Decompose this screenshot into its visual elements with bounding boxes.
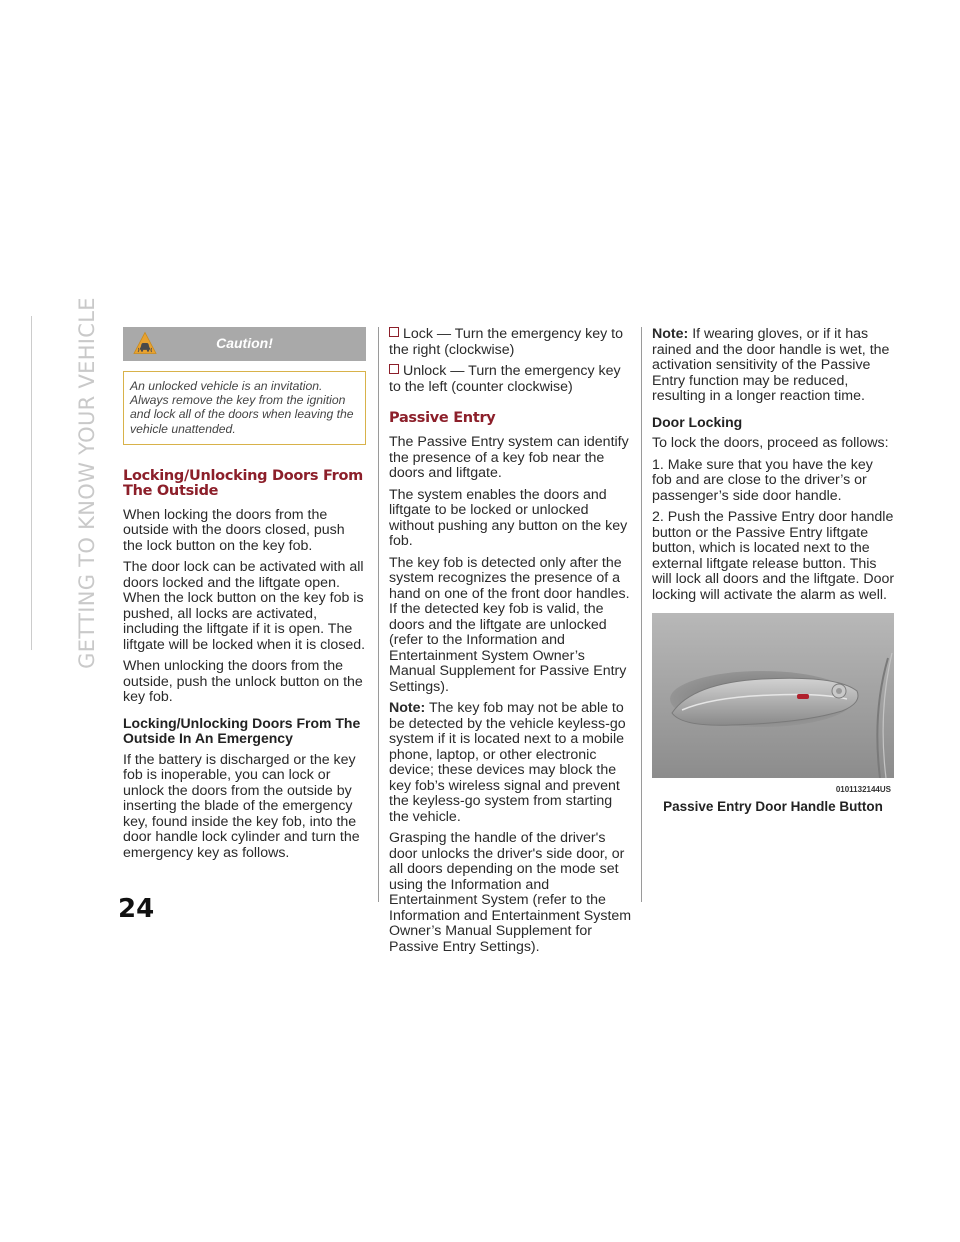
checkbox-bullet-icon [389, 364, 399, 374]
column-divider-2 [641, 327, 642, 902]
door-handle-photo [652, 613, 894, 778]
note-text: If wearing gloves, or if it has rained and the door handle is wet, the activation sensitivity of the Passive Entry function may be reduced, resulting in a longer reaction time. [652, 326, 890, 404]
heading-emergency: Locking/Unlocking Doors From The Outside In An Emergency [123, 714, 361, 747]
paragraph: When unlocking the doors from the outside, push the unlock button on the key fob. [123, 658, 363, 706]
bullet-item [389, 364, 632, 395]
page-number: 24 [118, 894, 155, 924]
heading-passive-entry: Passive Entry [389, 410, 496, 426]
paragraph: The key fob is detected only after the system recognizes the presence of a hand on one of the front door handles. If the detected key fob is valid, the doors and the liftgate are unlocked (refer to the Information and Entertainment System Owner’s Manual Supplement for Passive Entry Settings). [389, 554, 630, 695]
figure [652, 613, 894, 814]
caution-title: Caution! [216, 335, 273, 352]
bullet-text: Unlock — Turn the emergency key to the left (counter clockwise) [389, 363, 621, 395]
step-item: 2. Push the Passive Entry door handle button or the Passive Entry liftgate button, which is located next to the external liftgate release button. This will lock all doors and the liftgate. Door locking will activate the alarm as well. [652, 509, 895, 603]
bullet-item [389, 327, 632, 358]
column-2 [389, 327, 632, 961]
side-tab-label: GETTING TO KNOW YOUR VEHICLE [75, 297, 99, 669]
side-tab [72, 297, 102, 669]
paragraph: The door lock can be activated with all doors locked and the liftgate open. When the lock button on the key fob is pushed, all locks are activated, including the liftgate if it is open. The liftgate will be locked when it is closed. [123, 559, 366, 653]
bullet-text: Lock — Turn the emergency key to the right (clockwise) [389, 326, 624, 358]
column-3 [652, 327, 895, 814]
paragraph: The system enables the doors and liftgate to be locked or unlocked without pushing any button on the key fob. [389, 486, 628, 549]
figure-code: 0101132144US [835, 785, 891, 794]
column-divider-1 [378, 327, 379, 902]
paragraph: The Passive Entry system can identify the presence of a key fob near the doors and liftgate. [389, 434, 629, 481]
caution-box [123, 327, 366, 445]
note-label: Note: [652, 326, 689, 342]
checkbox-bullet-icon [389, 327, 399, 337]
column-1 [123, 327, 366, 867]
paragraph: Grasping the handle of the driver's door unlocks the driver's side door, or all doors depending on the mode set using the Information and Entertainment System (refer to the Information and Entertainment System Owner’s Manual Supplement for Passive Entry Settings). [389, 830, 632, 955]
paragraph: When locking the doors from the outside with the doors closed, push the lock button on the key fob. [123, 506, 345, 554]
note [652, 327, 895, 405]
step-item: 1. Make sure that you have the key fob and are close to the driver’s or passenger’s side door handle. [652, 456, 873, 504]
note-label: Note: [389, 700, 426, 716]
note [389, 701, 632, 825]
paragraph: To lock the doors, proceed as follows: [652, 435, 889, 451]
caution-text: An unlocked vehicle is an invitation. Always remove the key from the ignition and lock all of the doors when leaving the vehicle unattended. [123, 371, 366, 445]
caution-car-skid-icon [133, 331, 157, 355]
heading-door-locking: Door Locking [652, 413, 743, 430]
side-tab-rule [31, 316, 32, 650]
note-text: The key fob may not be able to be detected by the vehicle keyless-go system if it is located next to a mobile phone, laptop, or other electronic device; these devices may block the key fob’s wireless signal and prevent the keyless-go system from starting the vehicle. [389, 700, 626, 825]
caution-header [123, 327, 366, 361]
paragraph: If the battery is discharged or the key fob is inoperable, you can lock or unlock the doors from the outside by inserting the blade of the emergency key, found inside the key fob, into the door handle lock cylinder and turn the emergency key as follows. [123, 751, 360, 861]
heading-locking-outside: Locking/Unlocking Doors From The Outside [123, 467, 363, 499]
figure-caption: Passive Entry Door Handle Button [663, 798, 883, 814]
